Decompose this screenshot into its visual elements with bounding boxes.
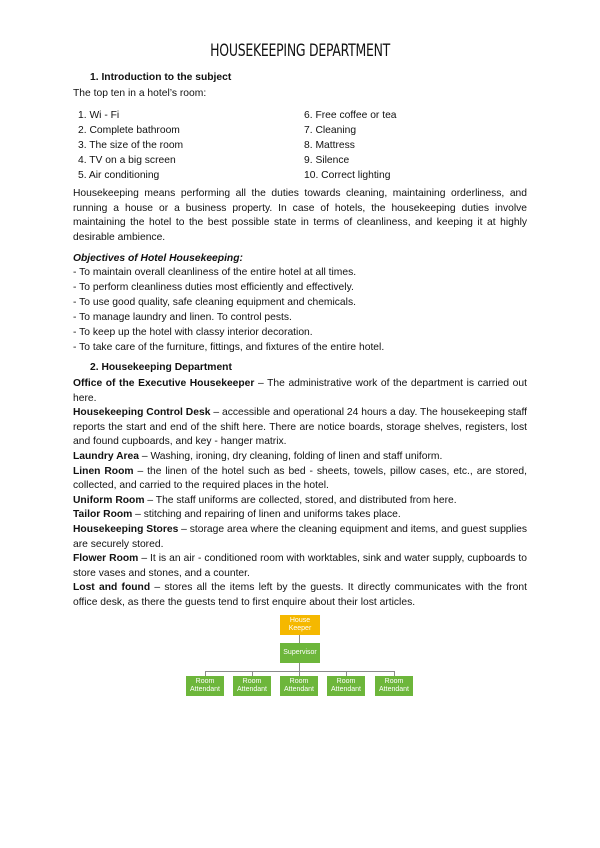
org-node-supervisor: Supervisor — [280, 643, 320, 663]
list-item: 6. Free coffee or tea — [304, 110, 397, 121]
area-entry — [73, 552, 527, 581]
list-item: - To use good quality, safe cleaning equipment and chemicals. — [73, 296, 356, 308]
department-areas — [73, 377, 527, 611]
list-item: - To maintain overall cleanliness of the entire hotel at all times. — [73, 267, 357, 278]
org-connector — [205, 671, 395, 672]
area-entry — [73, 508, 527, 523]
area-entry — [73, 450, 527, 465]
org-node-room-attendant: Room Attendant — [280, 676, 318, 696]
list-item: 2. Complete bathroom — [78, 125, 180, 136]
list-item: 8. Mattress — [304, 140, 355, 151]
section2-heading: 2. Housekeeping Department — [90, 362, 232, 373]
top-ten-right-column — [304, 108, 397, 183]
org-connector — [299, 663, 300, 671]
area-term: Housekeeping Stores — [73, 523, 179, 535]
page-title: HOUSEKEEPING DEPARTMENT — [210, 41, 390, 60]
list-item: 4. TV on a big screen — [78, 155, 176, 166]
org-node-housekeeper: House Keeper — [280, 615, 320, 635]
list-item: 10. Correct lighting — [304, 170, 391, 181]
area-entry — [73, 465, 527, 494]
area-desc: – stitching and repairing of linen and uniforms takes place. — [132, 509, 401, 521]
area-desc: – the linen of the hotel such as bed - sheets, towels, pillow cases, etc., are stored, collected, and carried to the required places in the hotel. — [73, 465, 527, 492]
area-entry — [73, 494, 527, 509]
org-node-room-attendant: Room Attendant — [186, 676, 224, 696]
area-entry — [73, 581, 527, 610]
area-desc: – storage area where the cleaning equipment and items, and guest supplies are securely stored. — [73, 523, 527, 550]
org-node-room-attendant: Room Attendant — [375, 676, 413, 696]
list-item: - To take care of the furniture, fittings, and fixtures of the entire hotel. — [73, 341, 385, 353]
area-desc: – stores all the items left by the guests. It directly communicates with the front office desk, as there the guests tend to first enquire about their lost articles. — [73, 582, 527, 608]
area-term: Office of the Executive Housekeeper — [73, 378, 255, 389]
area-desc: – The staff uniforms are collected, stored, and distributed from here. — [144, 494, 457, 506]
org-node-room-attendant: Room Attendant — [233, 676, 271, 696]
area-desc: – The administrative work of the department is carried out here. — [73, 378, 527, 404]
area-term: Uniform Room — [73, 494, 145, 506]
section1-heading: 1. Introduction to the subject — [90, 72, 232, 83]
area-term: Linen Room — [73, 465, 134, 477]
org-connector — [299, 635, 300, 643]
list-item: 1. Wi - Fi — [78, 110, 120, 121]
area-term: Lost and found — [73, 582, 151, 594]
area-desc: – accessible and operational 24 hours a day. The housekeeping staff reports the start and end of the shift here. There are notice boards, storage shelves, registers, lost and found cupboards, and key - hanger matrix. — [73, 407, 527, 448]
list-item: 7. Cleaning — [304, 125, 357, 136]
list-item: 3. The size of the room — [78, 140, 184, 151]
list-item: - To keep up the hotel with classy interior decoration. — [73, 326, 313, 338]
area-desc: – Washing, ironing, dry cleaning, folding of linen and staff uniform. — [139, 450, 443, 462]
area-term: Tailor Room — [73, 509, 133, 521]
org-chart — [186, 613, 414, 698]
area-entry — [73, 523, 527, 552]
area-desc: – It is an air - conditioned room with worktables, sink and water supply, cupboards to store vases and stones, and a counter. — [73, 553, 527, 579]
area-entry — [73, 406, 527, 450]
list-item: 9. Silence — [304, 155, 350, 166]
objectives-list — [73, 266, 384, 355]
section1-intro: The top ten in a hotel’s room: — [73, 88, 207, 99]
list-item: - To perform cleanliness duties most efficiently and effectively. — [73, 281, 354, 293]
list-item: - To manage laundry and linen. To control pests. — [73, 311, 292, 323]
area-term: Housekeeping Control Desk — [73, 407, 211, 419]
list-item: 5. Air conditioning — [78, 170, 160, 181]
area-term: Flower Room — [73, 553, 139, 565]
objectives-heading: Objectives of Hotel Housekeeping: — [73, 253, 243, 264]
area-term: Laundry Area — [73, 450, 139, 462]
org-node-room-attendant: Room Attendant — [327, 676, 365, 696]
area-entry — [73, 377, 527, 406]
housekeeping-definition: Housekeeping means performing all the duties towards cleaning, maintaining orderliness, and running a house or a business property. In case of hotels, the housekeeping duties involve maintaining the hotel to the best possible state in terms of cleanliness, and keeping it at highly desirable ambience. — [73, 188, 527, 243]
top-ten-left-column — [78, 108, 183, 183]
